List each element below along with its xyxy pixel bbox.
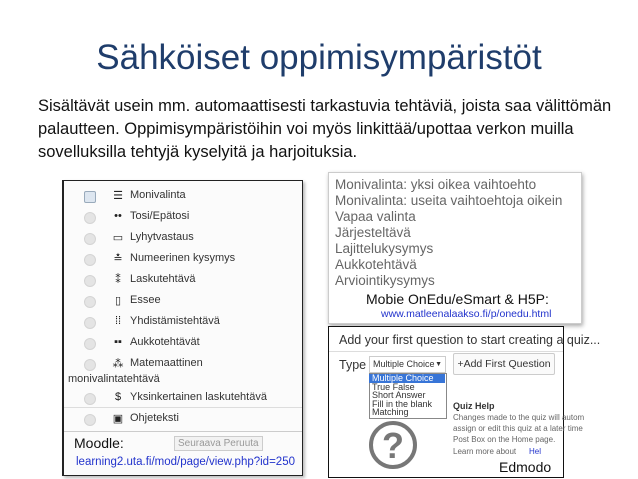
option-label: Lyhytvastaus: [130, 231, 194, 243]
help-text-line: Changes made to the quiz will autom: [453, 413, 585, 422]
divider: [64, 431, 302, 432]
question-type-line: Arviointikysymys: [335, 273, 435, 288]
divider: [64, 407, 302, 408]
option-label: Laskutehtävä: [130, 273, 196, 285]
essay-icon: ▯: [114, 295, 122, 307]
type-label: Type: [339, 358, 367, 372]
dropdown-option[interactable]: Multiple Choice: [369, 374, 445, 383]
match-icon: ⁞⁞: [114, 315, 122, 327]
moodle-caption: Moodle:: [74, 435, 124, 451]
option-label: Matemaattinen: [130, 357, 203, 369]
option-label: Aukkotehtävät: [130, 336, 200, 348]
math-icon: ⁂: [112, 358, 124, 370]
edmodo-screenshot: [328, 326, 601, 478]
help-question-icon: ?: [369, 421, 417, 469]
gap-icon: ▪▪: [114, 336, 122, 348]
select-value: Multiple Choice: [373, 359, 435, 369]
moodle-link[interactable]: learning2.uta.fi/mod/page/view.php?id=250: [76, 456, 295, 468]
cancel-button[interactable]: Peruuta: [223, 438, 259, 449]
slide-body-text: Sisältävät usein mm. automaattisesti tarkastuvia tehtäviä, joista saa välittömän palautteen. Oppimisympäristöihin voi myös linkittää/upottaa verkon muilla sovelluksilla tehtyjä kyselyitä ja harjoituksia.: [38, 97, 612, 161]
type-select[interactable]: [369, 356, 446, 373]
question-type-option[interactable]: [64, 294, 302, 314]
help-text-line: Post Box on the Home page.: [453, 435, 556, 444]
add-first-question-button[interactable]: +Add First Question: [453, 353, 555, 375]
calc-icon: ⁑: [115, 274, 121, 286]
radio-button[interactable]: [84, 212, 96, 224]
radio-button[interactable]: [84, 359, 96, 371]
simple-calc-icon: $: [114, 391, 122, 403]
onedu-caption: Mobie OnEdu/eSmart & H5P:: [366, 291, 549, 307]
radio-button[interactable]: [84, 254, 96, 266]
onedu-link[interactable]: www.matleenalaakso.fi/p/onedu.html: [381, 308, 552, 320]
question-type-line: Järjesteltävä: [335, 225, 411, 240]
option-label-continued: monivalintatehtävä: [68, 373, 160, 385]
edmodo-caption: Edmodo: [499, 459, 552, 475]
list-icon: ☰: [113, 190, 123, 202]
radio-button[interactable]: [84, 233, 96, 245]
onedu-screenshot: [328, 172, 582, 324]
question-type-line: Lajittelukysymys: [335, 241, 434, 256]
question-type-option[interactable]: [64, 189, 302, 209]
quiz-header: Add your first question to start creating a quiz...: [339, 333, 601, 347]
question-type-option[interactable]: [64, 391, 302, 411]
description-icon: ▣: [112, 413, 124, 425]
option-label: Monivalinta: [130, 189, 186, 201]
option-label: Ohjeteksti: [130, 412, 179, 424]
dots-icon: ••: [114, 210, 122, 222]
chevron-down-icon: ▼: [435, 361, 442, 368]
moodle-screenshot: [62, 180, 303, 476]
question-type-option[interactable]: [64, 336, 302, 356]
dropdown-option[interactable]: Matching: [372, 407, 409, 417]
dropdown-option[interactable]: Fill in the blank: [372, 398, 433, 409]
question-type-option[interactable]: [64, 273, 302, 293]
help-text-line: assign or edit this quiz at a later time: [453, 424, 583, 433]
radio-button[interactable]: [84, 317, 96, 329]
radio-button[interactable]: [84, 338, 96, 350]
divider: [329, 351, 563, 352]
option-label: Yhdistämistehtävä: [130, 315, 220, 327]
option-label: Numeerinen kysymys: [130, 252, 236, 264]
radio-button[interactable]: [84, 414, 96, 426]
textbox-icon: ▭: [112, 232, 124, 244]
learn-more-text: Learn more about: [453, 447, 517, 456]
option-label: Yksinkertainen laskutehtävä: [130, 391, 267, 403]
radio-button[interactable]: [84, 191, 96, 203]
question-type-line: Aukkotehtävä: [335, 257, 417, 272]
radio-button[interactable]: [84, 296, 96, 308]
dropdown-option[interactable]: Short Answer: [372, 390, 426, 400]
question-type-line: Vapaa valinta: [335, 209, 416, 224]
question-type-option[interactable]: [64, 231, 302, 251]
help-link[interactable]: Hel: [529, 447, 542, 456]
radio-button[interactable]: [84, 275, 96, 287]
question-type-option[interactable]: [64, 412, 302, 432]
next-button[interactable]: [174, 436, 263, 451]
dropdown-option[interactable]: True False: [372, 381, 415, 392]
question-type-option[interactable]: [64, 252, 302, 272]
question-type-line: Monivalinta: yksi oikea vaihtoehto: [335, 177, 537, 192]
question-type-option[interactable]: [64, 210, 302, 230]
radio-button[interactable]: [84, 393, 96, 405]
quiz-help-title: Quiz Help: [453, 401, 495, 411]
question-type-option[interactable]: [64, 315, 302, 335]
next-label: Seuraava: [178, 438, 221, 449]
numeric-icon: ≛: [113, 253, 123, 265]
option-label: Essee: [130, 294, 161, 306]
slide-title: Sähköiset oppimisympäristöt: [96, 38, 542, 77]
question-type-line: Monivalinta: useita vaihtoehtoja oikein: [335, 193, 563, 208]
option-label: Tosi/Epätosi: [130, 210, 190, 222]
